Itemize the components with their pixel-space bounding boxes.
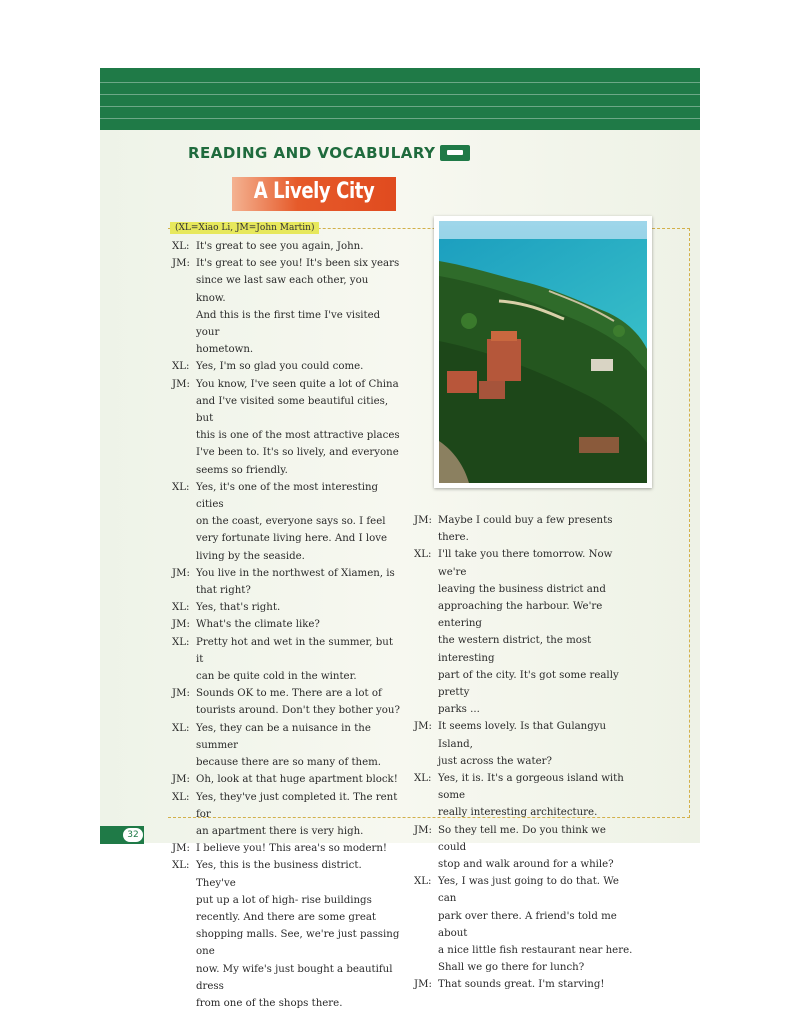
dialogue-text: since we last saw each other, you know. bbox=[196, 275, 369, 304]
dialogue-text: It seems lovely. Is that Gulangyu Island, bbox=[438, 721, 607, 750]
dialogue-text: because there are so many of them. bbox=[196, 757, 382, 769]
dialogue-line bbox=[172, 582, 400, 599]
speakers-key: (XL=Xiao Li, JM=John Martin) bbox=[170, 222, 319, 234]
speaker-label bbox=[172, 462, 196, 479]
dialogue-line bbox=[414, 512, 636, 546]
speaker-label: XL: bbox=[172, 241, 190, 252]
dialogue-line bbox=[172, 548, 400, 565]
dialogue-line bbox=[172, 892, 400, 909]
dialogue-text: really interesting architecture. bbox=[438, 807, 598, 819]
speaker-label: XL: bbox=[172, 361, 190, 373]
speaker-label bbox=[172, 909, 196, 926]
speaker-label bbox=[172, 892, 196, 909]
dialogue-line bbox=[172, 840, 400, 857]
cassette-tape-icon bbox=[440, 145, 470, 161]
speaker-label bbox=[414, 581, 438, 598]
speaker-label: JM: bbox=[172, 619, 190, 631]
speaker-label: JM: bbox=[172, 774, 190, 786]
speaker-label bbox=[414, 667, 438, 701]
dialogue-line bbox=[172, 616, 400, 633]
dialogue-line bbox=[172, 479, 400, 513]
dialogue-line bbox=[414, 598, 636, 632]
dialogue-line bbox=[414, 701, 636, 718]
dialogue-line bbox=[172, 771, 400, 788]
dialogue-line bbox=[172, 909, 400, 926]
dialogue-text: part of the city. It's got some really pretty bbox=[438, 669, 619, 699]
speaker-label: JM: bbox=[172, 843, 190, 855]
dialogue-line bbox=[172, 307, 400, 341]
dialogue-text: It's great to see you again, John. bbox=[196, 241, 364, 252]
speaker-label bbox=[172, 272, 196, 306]
speaker-label: XL: bbox=[172, 602, 190, 614]
header-band bbox=[100, 68, 700, 130]
dialogue-text: shopping malls. See, we're just passing one bbox=[196, 929, 400, 958]
dialogue-text: Yes, they've just completed it. The rent for bbox=[196, 791, 398, 820]
speaker-label: XL: bbox=[414, 773, 432, 785]
dialogue-line bbox=[414, 546, 636, 580]
dialogue-text: Shall we go there for lunch? bbox=[438, 962, 585, 974]
dialogue-text: just across the water? bbox=[438, 755, 552, 767]
dialogue-line bbox=[414, 632, 636, 666]
dialogue-text: that right? bbox=[196, 585, 251, 597]
dialogue-text: hometown. bbox=[196, 344, 254, 356]
speaker-label bbox=[172, 995, 196, 1012]
speaker-label: XL: bbox=[172, 481, 190, 493]
dialogue-text: It's great to see you! It's been six years bbox=[196, 258, 400, 270]
city-photo bbox=[434, 216, 652, 488]
coastal-city-image bbox=[439, 221, 647, 483]
speaker-label: XL: bbox=[172, 860, 190, 872]
speaker-label bbox=[414, 598, 438, 632]
speaker-label bbox=[414, 632, 438, 666]
dialogue-line bbox=[172, 565, 400, 582]
speaker-label bbox=[172, 754, 196, 771]
speaker-label: JM: bbox=[172, 688, 190, 700]
dialogue-text: I believe you! This area's so modern! bbox=[196, 843, 388, 855]
dialogue-line bbox=[172, 995, 400, 1012]
dialogue-text: Maybe I could buy a few presents there. bbox=[438, 515, 613, 544]
speaker-label bbox=[414, 959, 438, 976]
dialogue-text: approaching the harbour. We're entering bbox=[438, 601, 603, 630]
dialogue-line bbox=[172, 599, 400, 616]
dialogue-line bbox=[172, 754, 400, 771]
dialogue-text: I've been to. It's so lively, and everyone bbox=[196, 447, 399, 459]
dialogue-text: from one of the shops there. bbox=[196, 997, 343, 1009]
dialogue-text: on the coast, everyone says so. I feel bbox=[196, 516, 386, 528]
dialogue-text: very fortunate living here. And I love bbox=[196, 533, 388, 545]
dialogue-text: Yes, this is the business district. They've bbox=[196, 860, 362, 889]
dialogue-text: seems so friendly. bbox=[196, 464, 288, 476]
dialogue-line bbox=[414, 873, 636, 907]
dialogue-line bbox=[414, 667, 636, 701]
dialogue-line bbox=[172, 358, 400, 375]
dialogue-line bbox=[172, 789, 400, 823]
dialogue-text: Yes, I'm so glad you could come. bbox=[196, 361, 364, 373]
dialogue-text: Yes, that's right. bbox=[196, 602, 281, 614]
dialogue-line bbox=[172, 238, 400, 255]
speaker-label bbox=[414, 942, 438, 959]
speaker-label: JM: bbox=[172, 258, 190, 270]
speaker-label bbox=[172, 961, 196, 995]
speaker-label: XL: bbox=[414, 876, 432, 888]
dialogue-line bbox=[172, 720, 400, 754]
speaker-label bbox=[414, 908, 438, 942]
dialogue-line bbox=[172, 668, 400, 685]
dialogue-line bbox=[414, 753, 636, 770]
speaker-label bbox=[414, 856, 438, 873]
speaker-label: JM: bbox=[172, 567, 190, 579]
dialogue-line bbox=[414, 581, 636, 598]
dialogue-line bbox=[414, 822, 636, 856]
dialogue-text: Sounds OK to me. There are a lot of bbox=[196, 688, 382, 700]
speaker-label: XL: bbox=[414, 549, 432, 561]
dialogue-line bbox=[414, 942, 636, 959]
speaker-label bbox=[172, 307, 196, 341]
dialogue-text: living by the seaside. bbox=[196, 550, 305, 562]
dialogue-text: stop and walk around for a while? bbox=[438, 859, 614, 871]
speaker-label bbox=[172, 341, 196, 358]
speaker-label bbox=[172, 926, 196, 960]
speaker-label: XL: bbox=[172, 791, 190, 803]
dialogue-line bbox=[414, 908, 636, 942]
dialogue-line bbox=[172, 926, 400, 960]
dialogue-text: leaving the business district and bbox=[438, 583, 606, 595]
speaker-label bbox=[172, 823, 196, 840]
dialogue-text: Yes, it's one of the most interesting cities bbox=[196, 481, 379, 511]
speaker-label bbox=[172, 548, 196, 565]
speaker-label: JM: bbox=[172, 378, 190, 390]
dialogue-text: and I've visited some beautiful cities, but bbox=[196, 395, 389, 425]
dialogue-text: That sounds great. I'm starving! bbox=[438, 979, 605, 991]
dialogue-line bbox=[414, 804, 636, 821]
dialogue-line bbox=[172, 634, 400, 668]
lesson-title: A Lively City bbox=[253, 179, 375, 204]
dialogue-text: recently. And there are some great bbox=[196, 911, 377, 923]
page-number-tab bbox=[100, 826, 144, 844]
dialogue-text: So they tell me. Do you think we could bbox=[438, 824, 606, 853]
dialogue-text: tourists around. Don't they bother you? bbox=[196, 705, 400, 717]
dialogue-line bbox=[172, 530, 400, 547]
speaker-label: XL: bbox=[172, 722, 190, 734]
section-title: READING AND VOCABULARY bbox=[188, 144, 436, 162]
speaker-label bbox=[414, 753, 438, 770]
dialogue-line bbox=[172, 685, 400, 702]
dialogue-line bbox=[172, 272, 400, 306]
speaker-label: JM: bbox=[414, 824, 432, 836]
speaker-label bbox=[172, 393, 196, 427]
dialogue-text: now. My wife's just bought a beautiful dress bbox=[196, 963, 393, 992]
dialogue-text: Yes, it is. It's a gorgeous island with some bbox=[438, 773, 624, 802]
dialogue-line bbox=[172, 427, 400, 444]
textbook-page bbox=[100, 68, 700, 1009]
dialogue-text: Yes, they can be a nuisance in the summer bbox=[196, 722, 371, 751]
speaker-label bbox=[172, 530, 196, 547]
speaker-label: JM: bbox=[414, 515, 432, 526]
dialogue-right-column bbox=[414, 512, 636, 994]
dialogue-line bbox=[414, 976, 636, 993]
dialogue-line bbox=[414, 718, 636, 752]
dialogue-line bbox=[172, 857, 400, 891]
speaker-label: XL: bbox=[172, 636, 190, 648]
dialogue-text: the western district, the most interesting bbox=[438, 635, 592, 664]
dialogue-text: put up a lot of high- rise buildings bbox=[196, 894, 372, 906]
speaker-label bbox=[172, 427, 196, 444]
dialogue-text: can be quite cold in the winter. bbox=[196, 671, 357, 683]
dialogue-line bbox=[172, 376, 400, 393]
speaker-label bbox=[172, 702, 196, 719]
dialogue-text: Oh, look at that huge apartment block! bbox=[196, 774, 398, 786]
dialogue-text: I'll take you there tomorrow. Now we're bbox=[438, 549, 613, 578]
speaker-label bbox=[172, 444, 196, 461]
dialogue-line bbox=[414, 856, 636, 873]
speaker-label bbox=[172, 582, 196, 599]
speaker-label bbox=[414, 804, 438, 821]
dialogue-left-column bbox=[172, 238, 400, 1012]
dialogue-text: You know, I've seen quite a lot of China bbox=[196, 378, 399, 390]
dialogue-line bbox=[172, 823, 400, 840]
dialogue-text: Pretty hot and wet in the summer, but it bbox=[196, 636, 393, 665]
dialogue-line bbox=[172, 513, 400, 530]
dialogue-text: park over there. A friend's told me about bbox=[438, 910, 617, 939]
speaker-label bbox=[172, 668, 196, 685]
dialogue-text: What's the climate like? bbox=[196, 619, 320, 631]
dialogue-text: And this is the first time I've visited your bbox=[196, 309, 381, 339]
page-number: 32 bbox=[122, 827, 144, 843]
dialogue-line bbox=[172, 393, 400, 427]
dialogue-line bbox=[172, 462, 400, 479]
dialogue-text: You live in the northwest of Xiamen, is bbox=[196, 567, 395, 579]
dialogue-line bbox=[172, 444, 400, 461]
dialogue-line bbox=[172, 702, 400, 719]
dialogue-line bbox=[172, 341, 400, 358]
dialogue-line bbox=[172, 961, 400, 995]
speaker-label: JM: bbox=[414, 721, 432, 733]
lesson-title-box bbox=[232, 177, 396, 211]
dialogue-line bbox=[414, 770, 636, 804]
dialogue-text: Yes, I was just going to do that. We can bbox=[438, 876, 619, 905]
dialogue-text: parks ... bbox=[438, 704, 480, 716]
speaker-label bbox=[172, 513, 196, 530]
dialogue-text: a nice little fish restaurant near here. bbox=[438, 945, 633, 957]
dialogue-text: an apartment there is very high. bbox=[196, 825, 364, 837]
dialogue-line bbox=[414, 959, 636, 976]
speaker-label: JM: bbox=[414, 979, 432, 991]
dialogue-text: this is one of the most attractive places bbox=[196, 430, 400, 442]
speaker-label bbox=[414, 701, 438, 718]
dialogue-line bbox=[172, 255, 400, 272]
